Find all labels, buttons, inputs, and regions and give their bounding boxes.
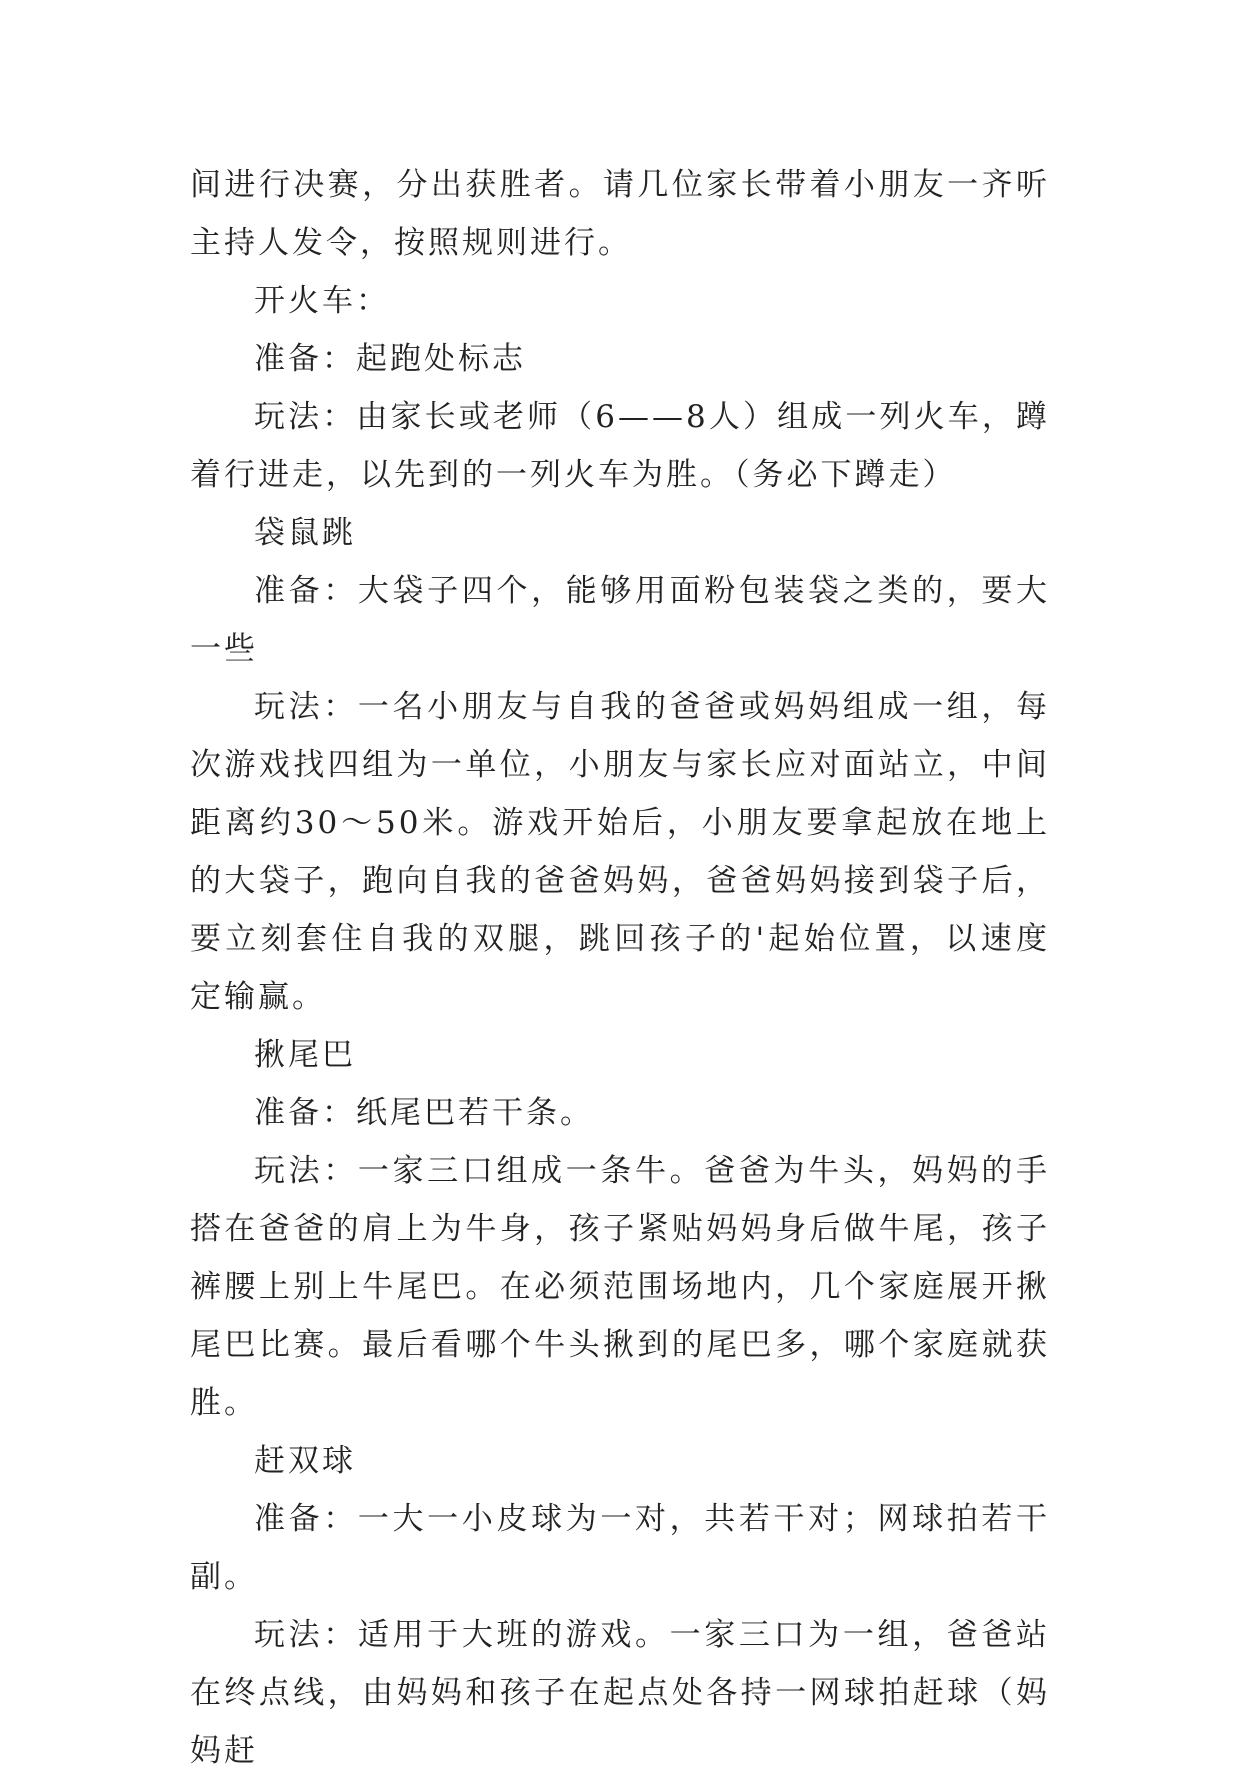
paragraph-preparation: 准备：纸尾巴若干条。 — [254, 1095, 594, 1131]
paragraph-preparation: 准备：大袋子四个，能够用面粉包装袋之类的，要大一些 — [190, 573, 1050, 667]
paragraph-continuation: 间进行决赛，分出获胜者。请几位家长带着小朋友一齐听主持人发令，按照规则进行。 — [190, 167, 1050, 261]
paragraph-rules: 玩法：一家三口组成一条牛。爸爸为牛头，妈妈的手搭在爸爸的肩上为牛身，孩子紧贴妈妈身后做牛尾，孩子裤腰上别上牛尾巴。在必须范围场地内，几个家庭展开揪尾巴比赛。最后看哪个牛头揪到的尾巴多，哪个家庭就获胜。 — [190, 1153, 1050, 1421]
paragraph-rules: 玩法：适用于大班的游戏。一家三口为一组，爸爸站在终点线，由妈妈和孩子在起点处各持一网球拍赶球（妈妈赶 — [190, 1617, 1050, 1769]
heading-kaihuoche: 开火车： — [254, 283, 390, 319]
paragraph-preparation: 准备：起跑处标志 — [254, 341, 526, 377]
paragraph-rules: 玩法：一名小朋友与自我的爸爸或妈妈组成一组，每次游戏找四组为一单位，小朋友与家长应对面站立，中间距离约30～50米。游戏开始后，小朋友要拿起放在地上的大袋子，跑向自我的爸爸妈妈，爸爸妈妈接到袋子后，要立刻套住自我的双腿，跳回孩子的'起始位置，以速度定输赢。 — [190, 689, 1050, 1015]
document-body — [190, 156, 1050, 1780]
heading-daishutiao: 袋鼠跳 — [254, 515, 356, 551]
heading-jiuweiba: 揪尾巴 — [254, 1037, 356, 1073]
paragraph-rules: 玩法：由家长或老师（6——8人）组成一列火车，蹲着行进走，以先到的一列火车为胜。（务必下蹲走） — [190, 399, 1050, 493]
heading-ganshuangqiu: 赶双球 — [254, 1443, 356, 1479]
paragraph-preparation: 准备：一大一小皮球为一对，共若干对；网球拍若干副。 — [190, 1501, 1050, 1595]
